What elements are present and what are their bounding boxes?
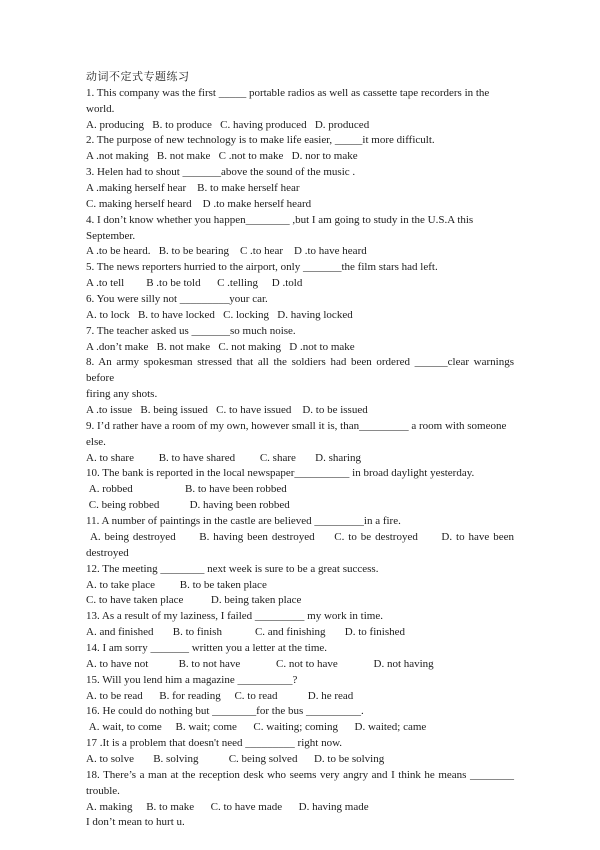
q1-options: A. producing B. to produce C. having produced D. produced [86, 118, 370, 131]
closing-line: I don’t mean to hurt u. [86, 816, 185, 829]
q10-options-cd: C. being robbed D. having been robbed [86, 499, 290, 512]
q12-stem: 12. The meeting ________ next week is sure to be a great success. [86, 562, 379, 575]
q18-stem-line2: trouble. [86, 784, 120, 797]
q7-options: A .don’t make B. not make C. not making D .not to make [86, 340, 355, 353]
q8-stem-line2: firing any shots. [86, 388, 158, 401]
q11-options-line1: A. being destroyed B. having been destroyed C. to be destroyed D. to have been [86, 530, 514, 543]
q18-stem-line1: 18. There’s a man at the reception desk who seems very angry and I think he means ________ [86, 768, 514, 781]
q10-stem: 10. The bank is reported in the local newspaper__________ in broad daylight yesterday. [86, 467, 475, 480]
q15-options: A. to be read B. for reading C. to read D. he read [86, 689, 354, 702]
q3-stem: 3. Helen had to shout _______above the sound of the music . [86, 166, 356, 179]
q2-stem: 2. The purpose of new technology is to make life easier, _____it more difficult. [86, 134, 435, 147]
q12-options-cd: C. to have taken place D. being taken place [86, 594, 302, 607]
q3-options-ab: A .making herself hear B. to make herself hear [86, 182, 300, 195]
q4-stem: 4. I don’t know whether you happen________ ,but I am going to study in the U.S.A this September. [86, 213, 476, 242]
doc-title: 动词不定式专题练习 [86, 71, 190, 83]
q18-options: A. making B. to make C. to have made D. having made [86, 800, 369, 813]
q15-stem: 15. Will you lend him a magazine __________? [86, 673, 298, 686]
q14-options: A. to have not B. to not have C. not to have D. not having [86, 657, 434, 670]
q8-options: A .to issue B. being issued C. to have issued D. to be issued [86, 404, 368, 417]
q17-stem: 17 .It is a problem that doesn't need _________ right now. [86, 737, 343, 750]
q8-stem-line1: 8. An army spokesman stressed that all the soldiers had been ordered ______clear warnings before [86, 356, 517, 385]
q7-stem: 7. The teacher asked us _______so much noise. [86, 324, 296, 337]
q6-options: A. to lock B. to have locked C. locking D. having locked [86, 308, 353, 321]
q11-stem: 11. A number of paintings in the castle are believed _________in a fire. [86, 515, 401, 528]
q16-options: A. wait, to come B. wait; come C. waiting; coming D. waited; came [86, 721, 427, 734]
worksheet-body [86, 70, 517, 831]
q13-options: A. and finished B. to finish C. and finishing D. to finished [86, 626, 405, 639]
q6-stem: 6. You were silly not _________your car. [86, 293, 268, 306]
q11-options-line2: destroyed [86, 546, 129, 559]
q4-options: A .to be heard. B. to be bearing C .to hear D .to have heard [86, 245, 367, 258]
q2-options: A .not making B. not make C .not to make D. nor to make [86, 150, 358, 163]
q3-options-cd: C. making herself heard D .to make herself heard [86, 197, 312, 210]
q9-options: A. to share B. to have shared C. share D. sharing [86, 451, 361, 464]
q17-options: A. to solve B. solving C. being solved D. to be solving [86, 752, 385, 765]
q16-stem: 16. He could do nothing but ________for the bus __________. [86, 705, 364, 718]
q5-stem: 5. The news reporters hurried to the airport, only _______the film stars had left. [86, 261, 438, 274]
q9-stem: 9. I’d rather have a room of my own, however small it is, than_________ a room with someone else. [86, 419, 510, 448]
q13-stem: 13. As a result of my laziness, I failed _________ my work in time. [86, 610, 383, 623]
q14-stem: 14. I am sorry _______ written you a letter at the time. [86, 641, 328, 654]
q5-options: A .to tell B .to be told C .telling D .told [86, 277, 303, 290]
q10-options-ab: A. robbed B. to have been robbed [86, 483, 287, 496]
q1-stem: 1. This company was the first _____ portable radios as well as cassette tape recorders in the world. [86, 86, 493, 115]
q12-options-ab: A. to take place B. to be taken place [86, 578, 267, 591]
